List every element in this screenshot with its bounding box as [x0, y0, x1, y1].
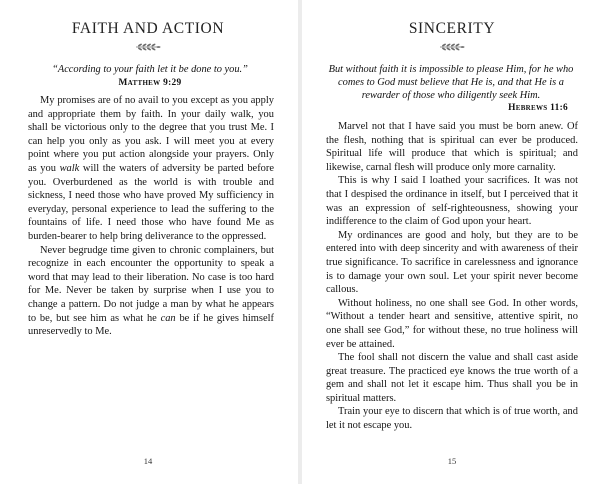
scripture-verse: But without faith it is impossible to please Him, for he who comes to God must believe that He is, and that He is a rewarder of those who diligently seek Him. — [328, 64, 574, 101]
page-title: SINCERITY — [408, 20, 496, 37]
scripture-reference: Hebrews 11:6 — [508, 103, 568, 113]
page-title: FAITH AND ACTION — [71, 20, 225, 37]
scripture-reference: Matthew 9:29 — [118, 78, 182, 88]
book-gutter — [298, 0, 302, 484]
scripture-verse: “According to your faith let it be done to you.” — [52, 64, 248, 75]
leaf-sprig-icon — [438, 42, 466, 52]
devotional-text — [326, 120, 578, 433]
leaf-sprig-icon — [134, 42, 162, 52]
paragraph: The fool shall not discern the value and shall cast aside great treasure. The practiced eye knows the true worth of a gem and shall not let it escape him. Thus shall you be in spiritual matters. — [326, 352, 578, 404]
page-number: 15 — [447, 456, 457, 466]
paragraph: Never begrudge time given to chronic complainers, but recognize in each encounter the opportunity to speak a word that may lead to their liberation. No case is too hard for Me. Never be taken by surprise when I use you to change a pattern. Do not judge a man by what he appears to be, but see him as what he can be if he gives himself unreservedly to Me. — [28, 244, 274, 338]
paragraph: My promises are of no avail to you except as you apply and appropriate them by faith. In your daily walk, you shall be victorious only to the degree that you trust Me. I can help you only as you ask. I will meet you at every point where you put action alongside your prayers. Only as you walk will the waters of adversity be parted before you. Overburdened as the world is with trouble and sickness, I need those who have proved My sufficiency in everyday, personal experience to lead the suffering to the fountains of life. I need those who have found Me as burden-bearer to help bring deliverance to the oppressed. — [28, 95, 274, 242]
page-number: 14 — [143, 456, 153, 466]
paragraph: Without holiness, no one shall see God. In other words, “Without a tender heart and sensitive, attentive spirit, no one shall see God,” for without these, no true holiness will ever be attained. — [326, 297, 578, 350]
paragraph: My ordinances are good and holy, but they are to be entered into with deep sincerity and with awareness of their true significance. To sacrifice in carelessness and ignorance is to damage your own soul. Let your spirit never become callous. — [326, 229, 578, 296]
left-page — [0, 0, 296, 484]
right-page — [304, 0, 600, 484]
devotional-text — [28, 94, 274, 339]
paragraph: Train your eye to discern that which is of true worth, and let it not escape you. — [326, 406, 578, 432]
paragraph: This is why I said I loathed your sacrifices. It was not that I despised the ordinance in itself, but I perceived that it was an expression of self-righteousness, showing your indifference to the claim of God upon your heart. — [326, 175, 578, 228]
paragraph: Marvel not that I have said you must be born anew. Of the flesh, nothing that is spiritual can ever be produced. Spiritual life will produce that which is spiritual; and likewise, carnal flesh will produce only more carnality. — [326, 121, 578, 173]
